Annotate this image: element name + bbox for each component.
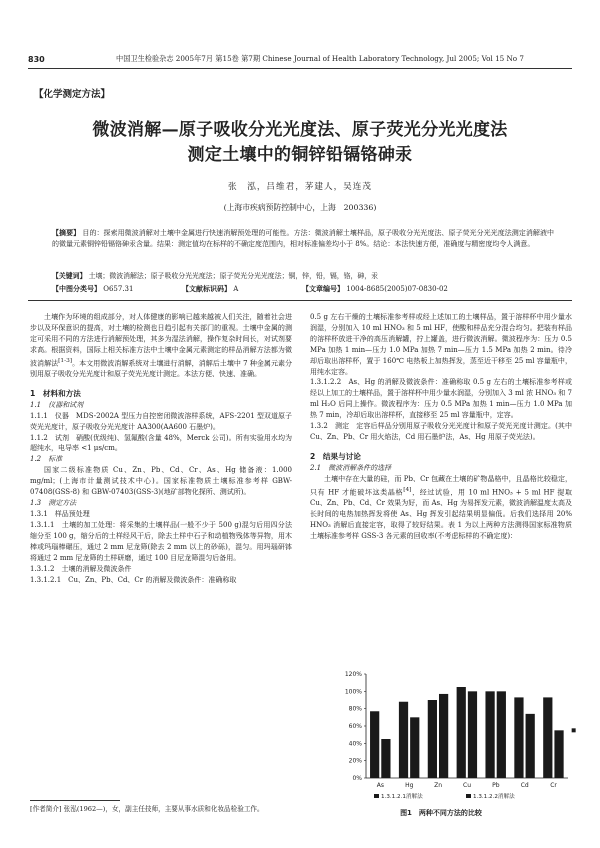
right-column <box>310 312 572 542</box>
body-paragraph: 1.3.1.2 土壤的消解及微波条件 <box>30 564 132 573</box>
footnote-text: 张泓(1962—)，女，副主任技师，主要从事水质和化妆品检验工作。 <box>63 805 264 813</box>
y-tick-label: 100% <box>344 688 362 696</box>
body-paragraph: 0.5 g 左右干燥的土壤标准参考样或经上述加工的土壤样品，置于溶样杯中用少量水润湿，分别加入 10 ml HNO₃ 和 5 ml HF，使酸和样品充分混合均匀。把装有样品的溶样杯放进干净的高压消解罐，拧上罐盖，进行微波消解。微波程序为：压力 0.5 MPa 加热 1 min—压力 1.0 MPa 加热 7 min—压力 1.5 MPa 加热 2 min。待冷却后取出溶样杯，置于 160℃ 电热板上加热挥发，蒸至近干移至 25 ml 容量瓶中，用纯水定容。 <box>310 313 572 376</box>
authors: 张 泓，吕维君，茅建人，吴连茂 <box>228 182 372 192</box>
x-tick-label: Cr <box>550 782 557 789</box>
abstract-rule <box>28 300 572 301</box>
subsection-heading: 1.1 仪器和试剂 <box>30 400 84 409</box>
affiliation: (上海市疾病预防控制中心，上海 200336) <box>223 203 377 212</box>
bar-as-1 <box>370 711 379 778</box>
citation: [4] <box>403 486 412 493</box>
title-line-1: 微波消解—原子吸收分光光度法、原子荧光分光光度法 <box>92 120 508 140</box>
bar-hg-1 <box>399 702 408 778</box>
clc-value: O657.31 <box>103 285 134 293</box>
y-tick-label: 0% <box>352 775 362 782</box>
y-tick-label: 40% <box>348 740 362 748</box>
footnote-rule <box>30 800 120 801</box>
y-tick-label: 80% <box>348 705 362 713</box>
running-header <box>28 52 572 66</box>
body-paragraph: 1.3.1.1 土壤的加工处理：将采集的土壤样品(一般不少于 500 g)混匀后用四分法缩分至 100 g，缩分后的土样经风干后，除去土样中石子和动植物残体等异物，用木棒或玛瑙棒碾压，通过 2 mm 尼龙筛(除去 2 mm 以上的砂砾)，混匀。用玛瑙研钵将通过 2 mm 尼龙筛的土样研磨，通过 100 目尼龙筛混匀后备用。 <box>30 521 292 562</box>
bar-cr-2 <box>554 730 563 778</box>
bar-cd-2 <box>526 714 535 778</box>
y-tick-label: 120% <box>344 671 362 678</box>
subsection-heading: 1.3 测定方法 <box>30 499 77 508</box>
bar-cu-2 <box>468 691 477 778</box>
body-paragraph: 1.1.1 仪器 MDS-2002A 型压力自控密闭微波溶样系统，AFS-2201 型双道原子荧光光度计，原子吸收分光光度计 AA300(AA600 石墨炉)。 <box>30 411 292 431</box>
classification-row <box>52 284 554 294</box>
footnote-label: [作者简介] <box>30 805 62 813</box>
journal-info: 中国卫生检验杂志 2005年7月 第15卷 第7期 Chinese Journal of Health Laboratory Technology, Jul 2005; Vol 15 No 7 <box>116 54 524 63</box>
bar-pb-1 <box>485 691 494 778</box>
intro-paragraph: 土壤作为环境的组成部分，对人体健康的影响已越来越被人们关注，随着社会进步以及环保意识的提高，对土壤的检测也日趋引起有关部门的重视。土壤中金属的测定可采用不同的方法进行消解预处理，其多为湿法消解，操作复杂时间长，对试剂要求高。根据资料，国际上相关标准方法中土壤中金属元素测定的样品消解方法都为微波消解法[1-3]。本文用微波消解系统对土壤进行消解，消解后土壤中 7 种金属元素分别用原子吸收分光光度计和原子荧光光度计测定。本法方便、快速、准确。 <box>30 313 293 378</box>
header-rule <box>28 68 572 69</box>
x-tick-label: Cu <box>463 782 471 789</box>
bar-hg-2 <box>410 717 419 778</box>
bar-as-2 <box>381 739 390 778</box>
legend-label: 1.3.1.2.2消解法 <box>473 794 515 800</box>
keywords-label: 【关键词】 <box>52 272 87 280</box>
page-number: 830 <box>28 54 45 64</box>
x-tick-label: Hg <box>405 782 414 789</box>
doc-code-value: A <box>233 285 239 293</box>
keywords <box>52 271 554 282</box>
legend-label: 1.3.1.2.1消解法 <box>381 794 423 800</box>
body-paragraph: 1.3.1 样品预处理 <box>30 510 90 519</box>
figure-caption: 图1 两种不同方法的比较 <box>400 809 482 817</box>
bar-zn-2 <box>439 694 448 778</box>
doc-code-label: 【文献标识码】 <box>182 285 231 293</box>
article-id-label: 【文章编号】 <box>302 285 344 293</box>
left-column <box>30 312 292 585</box>
title-line-2: 测定土壤中的铜锌铅镉铬砷汞 <box>187 145 413 165</box>
paper-title <box>40 118 560 168</box>
article-id-value: 1004-8685(2005)07-0830-02 <box>346 285 448 293</box>
abstract-text: 目的：探索用微波消解对土壤中金属进行快速消解预处理的可能性。方法：微波消解土壤样品，原子吸收分光光度法、原子荧光分光光度法测定消解液中的微量元素铜锌铅镉铬砷汞含量。结果：测定值均在标样的不确定度范围内，相对标准偏差均小于 8%。结论：本法快速方便，准确度与精密度均令人满意。 <box>52 229 554 248</box>
section-heading: 1 材料和方法 <box>30 388 81 398</box>
body-paragraph: 1.3.2 测定 定容后样品分别用原子吸收分光光度计和原子荧光光度计测定。(其中 Cu、Zn、Pb、Cr 用火焰法，Cd 用石墨炉法，As、Hg 用原子荧光法)。 <box>310 422 572 441</box>
body-paragraph: 1.3.1.2.1 Cu、Zn、Pb、Cd、Cr 的消解及微波条件：准确称取 <box>30 575 237 584</box>
legend-swatch <box>374 794 379 798</box>
subsection-heading: 1.2 标准 <box>30 455 63 464</box>
section-tag: 【化学测定方法】 <box>34 89 111 100</box>
abstract <box>52 228 554 250</box>
subsection-heading: 2.1 微波消解条件的选择 <box>310 463 392 472</box>
abstract-label: 【摘要】 <box>52 229 81 237</box>
y-tick-label: 60% <box>348 723 362 730</box>
clc-label: 【中图分类号】 <box>52 285 101 293</box>
keywords-text: 土壤；微波消解法；原子吸收分光光度法；原子荧光分光光度法；铜，锌，铅，镉，铬，砷，汞 <box>88 272 379 280</box>
bar-pb-2 <box>497 691 506 778</box>
legend-swatch <box>466 794 471 798</box>
extra-marker <box>572 728 576 732</box>
figure-1 <box>336 666 576 826</box>
body-paragraph: 1.1.2 试剂 硝酸(优级纯)、氢氟酸(含量 48%，Merck 公司)。所有实验用水均为超纯水，电导率 <1 μs/cm。 <box>30 433 292 453</box>
x-tick-label: Pb <box>492 782 500 789</box>
x-tick-label: Cd <box>520 782 529 789</box>
x-tick-label: As <box>376 782 385 789</box>
bar-cd-1 <box>514 697 523 778</box>
bar-chart <box>336 666 576 806</box>
body-paragraph: 国家二级标准物质 Cu、Zn、Pb、Cd、Cr、As、Hg 储备液：1.000 mg/ml；(上海市计量测试技术中心)。国家标准物质土壤标准参考样 GBW-07408(GSS-8) 和 GBW-07403(GSS-3)(地矿部物化探所、测试所)。 <box>30 466 292 497</box>
author-footnote <box>30 804 292 814</box>
citation: [1-3] <box>58 357 73 364</box>
bar-cu-1 <box>457 687 466 778</box>
section-heading: 2 结果与讨论 <box>310 451 361 461</box>
body-paragraph: 土壤中存在大量的硅，而 Pb、Cr 包藏在土壤的矿物晶格中，且晶格比较稳定，只有 HF 才能破坏这类晶格[4]，经过试验，用 10 ml HNO₃ + 5 ml HF 提取 Cu、Zn、Pb、Cd、Cr 效果为好，而 As、Hg 为易挥发元素，微波消解温度太高及长时间的电热加热挥发将使 As、Hg 挥发引起结果明显偏低。后我们选择用 20% HNO₃ 消解后直接定容，取得了较好结果。表 1 为以上两种方法测得国家标准物质土壤标准参考样 GSS-3 各元素的回收率(不考虑标样的不确定度)： <box>310 474 573 540</box>
x-tick-label: Zn <box>434 782 443 789</box>
bar-cr-1 <box>543 697 552 778</box>
y-tick-label: 20% <box>348 757 362 765</box>
body-paragraph: 1.3.1.2.2 As、Hg 的消解及微波条件：准确称取 0.5 g 左右的土壤标准参考样或经以上加工的土壤样品，置于溶样杯中用少量水润湿，分别加入 3 ml 浓 HNO₃ 和 7 ml H₂O 后同上操作。微波程序为：压力 0.5 MPa 加热 1 min—压力 1.0 MPa 加热 7 min，冷却后取出溶样杯，直接移至 25 ml 容量瓶中，定容。 <box>310 378 572 420</box>
bar-zn-1 <box>428 700 437 778</box>
